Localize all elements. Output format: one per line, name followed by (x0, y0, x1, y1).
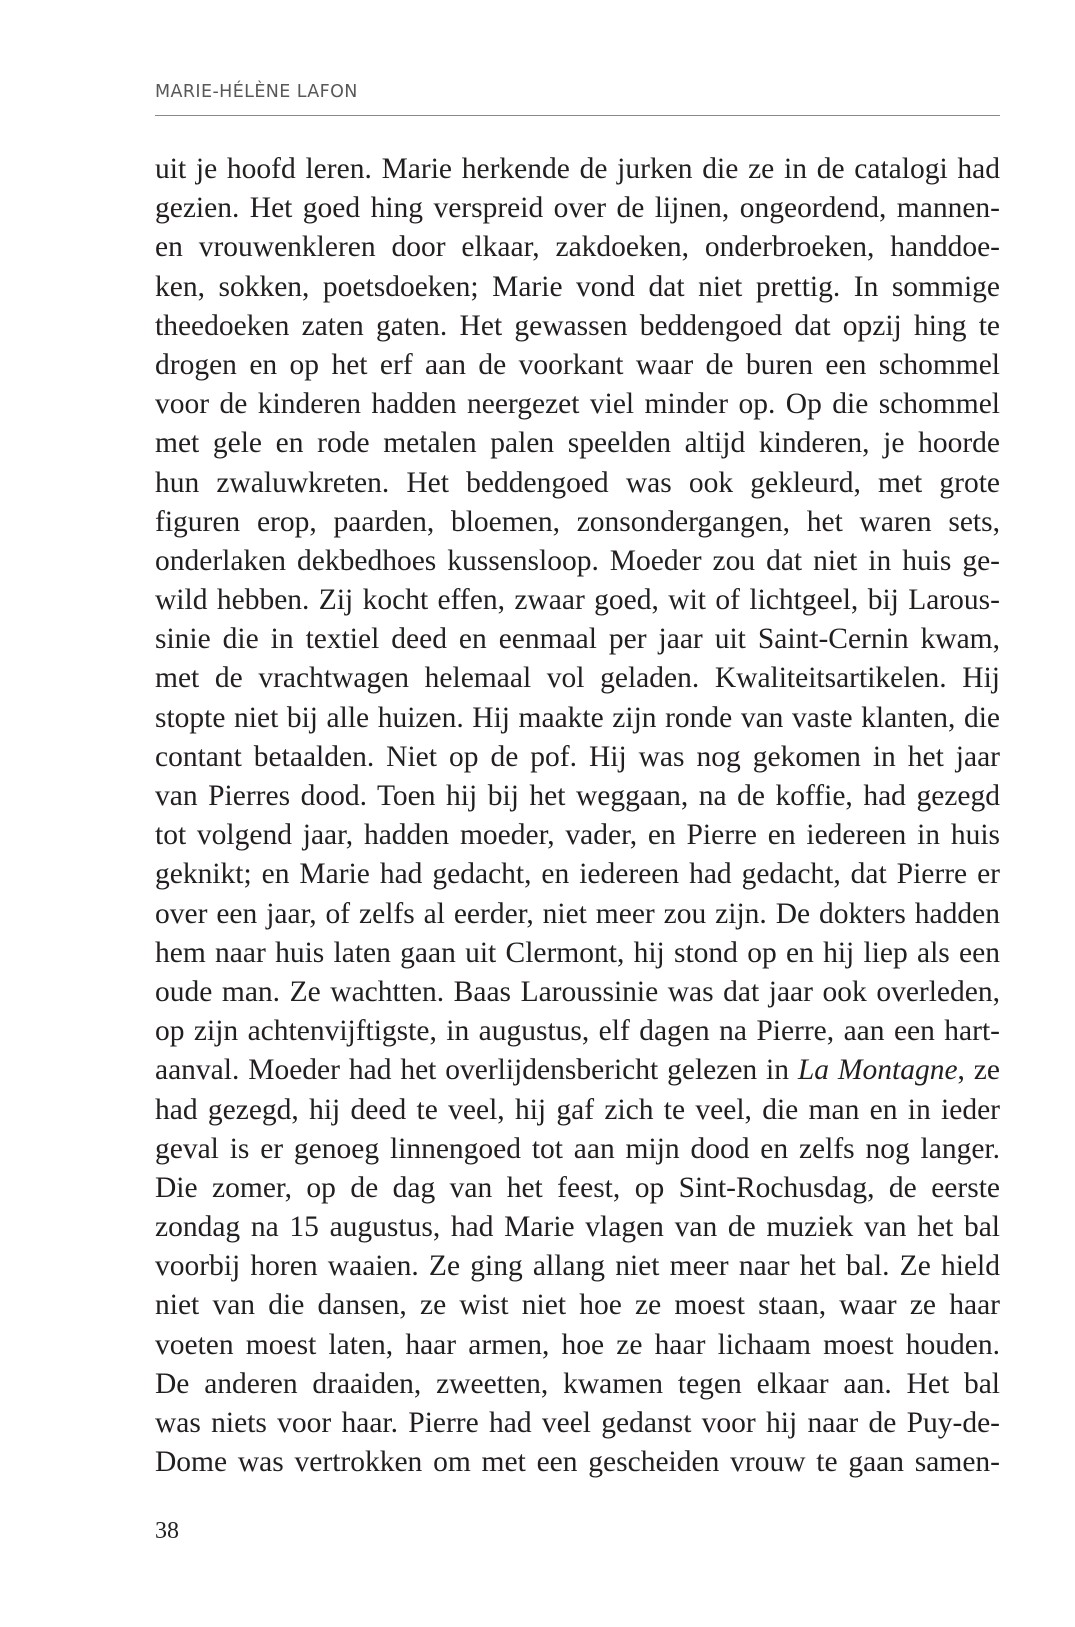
text-line: van Pierres dood. Toen hij bij het weggaan, na de koffie, had gezegd (155, 780, 1000, 812)
text-line: drogen en op het erf aan de voorkant waar de buren een schommel (155, 348, 1000, 381)
text-line: geval is er genoeg linnengoed tot aan mijn dood en zelfs nog langer. (155, 1132, 1000, 1165)
text-line: op zijn achtenvijftigste, in augustus, elf dagen na Pierre, aan een hart- (155, 1015, 1000, 1048)
text-line: Die zomer, op de dag van het feest, op Sint-Rochusdag, de eerste (155, 1171, 1000, 1204)
text-line: Dome was vertrokken om met een gescheiden vrouw te gaan samen- (155, 1446, 1000, 1479)
text-line: en vrouwenkleren door elkaar, zakdoeken, onderbroeken, handdoe- (155, 231, 1000, 264)
text-line: voor de kinderen hadden neergezet viel minder op. Op die schommel (155, 388, 1000, 421)
text-line: niet van die dansen, ze wist niet hoe ze moest staan, waar ze haar (155, 1289, 1000, 1322)
text-line: stopte niet bij alle huizen. Hij maakte zijn ronde van vaste klanten, die (155, 701, 1000, 734)
text-line: tot volgend jaar, hadden moeder, vader, en Pierre en iedereen in huis (155, 819, 1000, 852)
text-line: uit je hoofd leren. Marie herkende de jurken die ze in de catalogi had (155, 153, 1000, 185)
text-line: sinie die in textiel deed en eenmaal per jaar uit Saint-Cernin kwam, (155, 623, 1000, 656)
text-line: had gezegd, hij deed te veel, hij gaf zich te veel, die man en in ieder (155, 1093, 1000, 1126)
body-text (155, 150, 1000, 1482)
page-number: 38 (155, 1518, 179, 1544)
text-line: was niets voor haar. Pierre had veel gedanst voor hij naar de Puy-de- (155, 1407, 1000, 1439)
newspaper-title: La Montagne (797, 1054, 958, 1087)
text-line: De anderen draaiden, zweetten, kwamen tegen elkaar aan. Het bal (155, 1367, 1000, 1400)
text-segment: aanval. Moeder had het overlijdensbericht gelezen in (155, 1054, 798, 1087)
text-line: voorbij horen waaien. Ze ging allang niet meer naar het bal. Ze hield (155, 1250, 1000, 1283)
text-line: ken, sokken, poetsdoeken; Marie vond dat niet prettig. In sommige (155, 270, 1000, 303)
running-head: MARIE-HÉLÈNE LAFON (155, 82, 358, 102)
text-line: voeten moest laten, haar armen, hoe ze haar lichaam moest houden. (155, 1328, 1000, 1361)
text-line: zondag na 15 augustus, had Marie vlagen van de muziek van het bal (155, 1211, 1000, 1244)
text-line: hun zwaluwkreten. Het beddengoed was ook gekleurd, met grote (155, 466, 1000, 499)
text-line: met de vrachtwagen helemaal vol geladen. Kwaliteitsartikelen. Hij (155, 662, 1000, 695)
text-line: hem naar huis laten gaan uit Clermont, hij stond op en hij liep als een (155, 936, 1000, 969)
text-line: met gele en rode metalen palen speelden altijd kinderen, je hoorde (155, 427, 1000, 460)
header-rule (155, 115, 1000, 116)
text-line: theedoeken zaten gaten. Het gewassen beddengoed dat opzij hing te (155, 309, 1000, 342)
text-line: over een jaar, of zelfs al eerder, niet meer zou zijn. De dokters hadden (155, 897, 1000, 930)
text-line: wild hebben. Zij kocht effen, zwaar goed, wit of lichtgeel, bij Larous- (155, 584, 1000, 617)
text-line: geknikt; en Marie had gedacht, en iedereen had gedacht, dat Pierre er (155, 858, 1000, 891)
text-segment: , ze (957, 1054, 1000, 1087)
text-line: onderlaken dekbedhoes kussensloop. Moeder zou dat niet in huis ge- (155, 544, 1000, 577)
text-line: figuren erop, paarden, bloemen, zonsondergangen, het waren sets, (155, 505, 1000, 538)
text-line (155, 1051, 1000, 1090)
text-line: contant betaalden. Niet op de pof. Hij was nog gekomen in het jaar (155, 740, 1000, 773)
text-line: gezien. Het goed hing verspreid over de lijnen, ongeordend, mannen- (155, 192, 1000, 225)
text-line: oude man. Ze wachtten. Baas Laroussinie was dat jaar ook overleden, (155, 975, 1000, 1008)
